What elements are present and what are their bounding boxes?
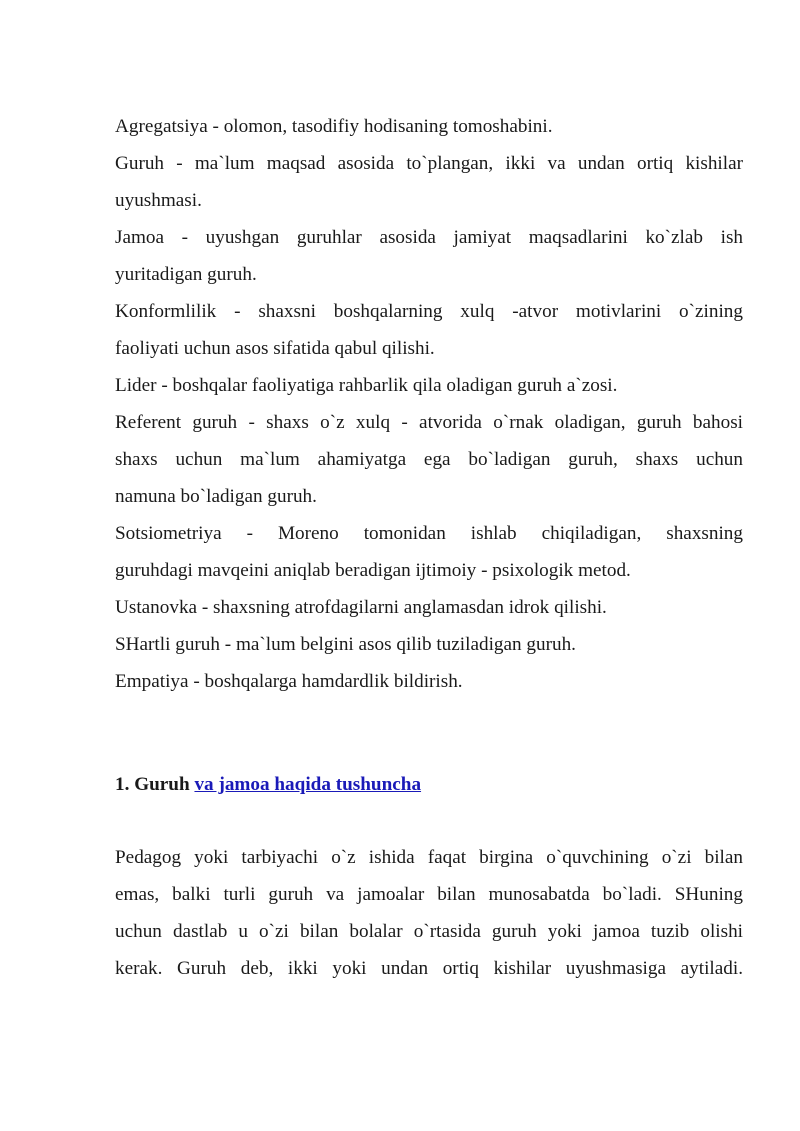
definition-referent-guruh-cont-1: shaxs uchun ma`lum ahamiyatga ega bo`ladigan guruh, shaxs uchun [115,449,743,470]
definition-guruh-cont: uyushmasi. [115,190,202,211]
definition-ustanovka: Ustanovka - shaxsning atrofdagilarni anglamasdan idrok qilishi. [115,597,607,618]
body-line-4: kerak. Guruh deb, ikki yoki undan ortiq kishilar uyushmasiga aytiladi. [115,958,743,979]
definition-konformlilik: Konformlilik - shaxsni boshqalarning xulq -atvor motivlarini o`zining [115,301,743,322]
section-heading-number-title: 1. Guruh [115,774,190,795]
definition-jamoa-cont: yuritadigan guruh. [115,264,257,285]
definition-sotsiometriya-cont: guruhdagi mavqeini aniqlab beradigan ijtimoiy - psixologik metod. [115,560,631,581]
definition-empatiya: Empatiya - boshqalarga hamdardlik bildirish. [115,671,463,692]
document-page [115,108,743,979]
definition-referent-guruh-cont-2: namuna bo`ladigan guruh. [115,486,317,507]
section-heading [115,770,421,800]
definition-referent-guruh: Referent guruh - shaxs o`z xulq - atvorida o`rnak oladigan, guruh bahosi [115,412,743,433]
section-heading-link[interactable]: va jamoa haqida tushuncha [194,774,422,795]
definition-lider: Lider - boshqalar faoliyatiga rahbarlik qila oladigan guruh a`zosi. [115,375,618,396]
definitions-list [115,108,743,700]
definition-jamoa: Jamoa - uyushgan guruhlar asosida jamiyat maqsadlarini ko`zlab ish [115,227,743,248]
body-line-3: uchun dastlab u o`zi bilan bolalar o`rtasida guruh yoki jamoa tuzib olishi [115,921,743,942]
definition-sotsiometriya: Sotsiometriya - Moreno tomonidan ishlab chiqiladigan, shaxsning [115,523,743,544]
definition-shartli-guruh: SHartli guruh - ma`lum belgini asos qilib tuziladigan guruh. [115,634,576,655]
body-paragraph [115,839,743,987]
body-line-1: Pedagog yoki tarbiyachi o`z ishida faqat birgina o`quvchining o`zi bilan [115,847,743,868]
definition-konformlilik-cont: faoliyati uchun asos sifatida qabul qilishi. [115,338,435,359]
definition-guruh: Guruh - ma`lum maqsad asosida to`plangan, ikki va undan ortiq kishilar [115,153,743,174]
definition-agregatsiya: Agregatsiya - olomon, tasodifiy hodisaning tomoshabini. [115,116,553,137]
body-line-2: emas, balki turli guruh va jamoalar bilan munosabatda bo`ladi. SHuning [115,884,743,905]
